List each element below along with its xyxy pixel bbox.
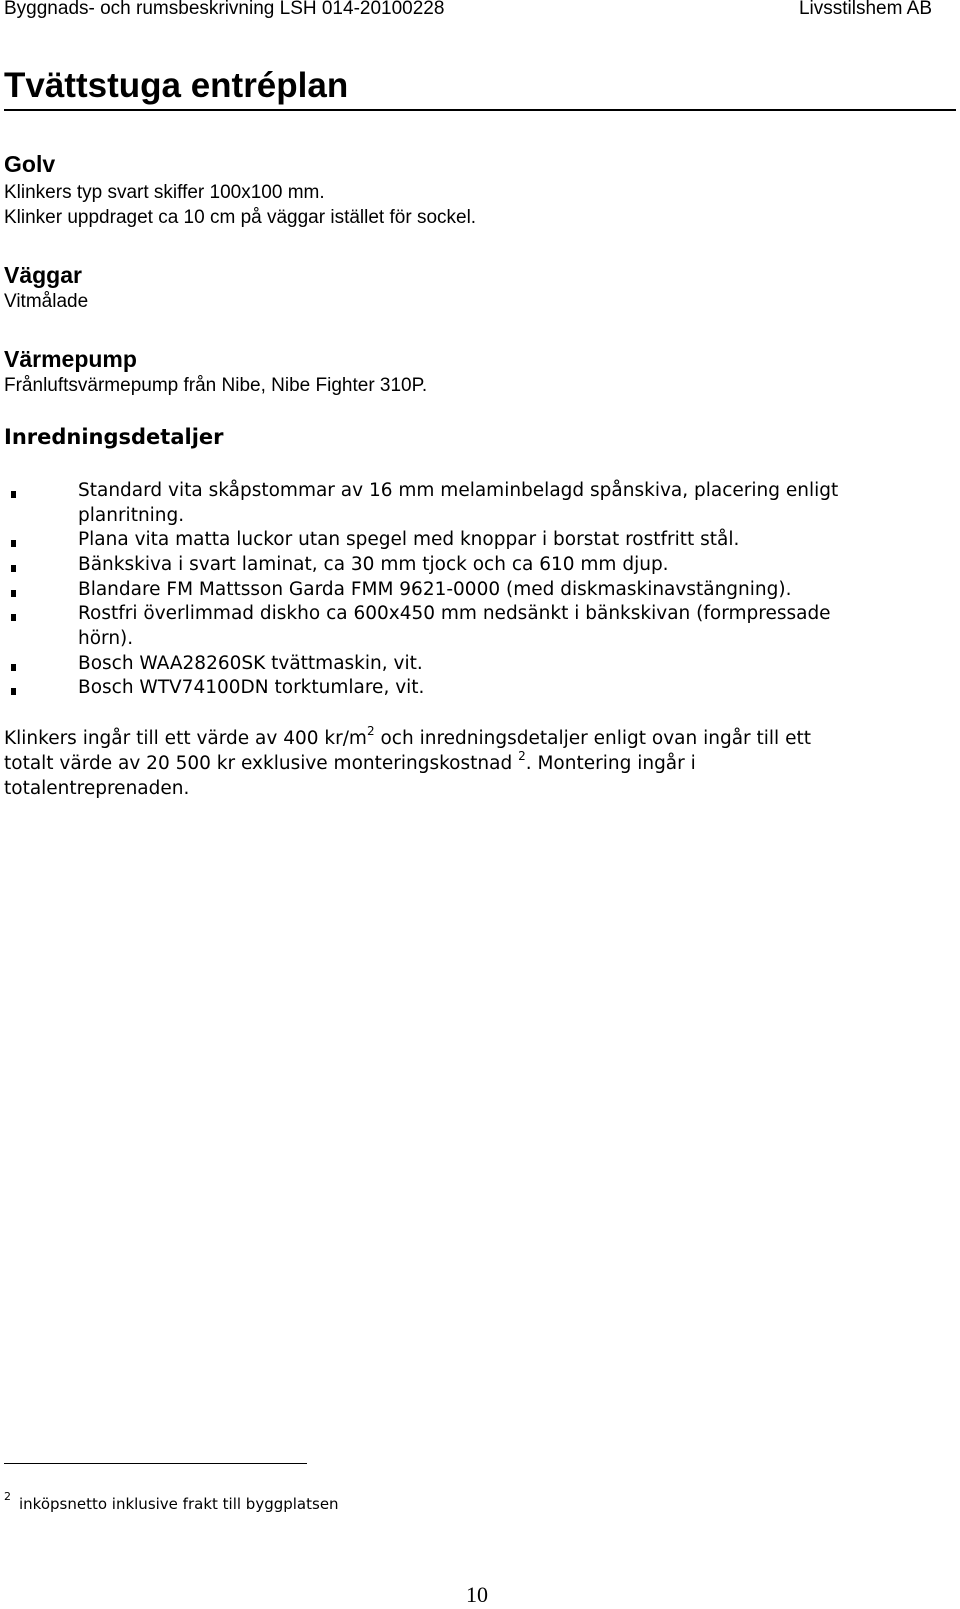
list-item: Bosch WTV74100DN torktumlare, vit. (78, 677, 425, 698)
summary-line-2: totalt värde av 20 500 kr exklusive monteringskostnad $^2$. Montering ingår i (4, 749, 696, 774)
summary-line-3: totalentreprenaden. (4, 778, 190, 799)
golv-line-2: Klinker uppdraget ca 10 cm på väggar istället för sockel. (4, 207, 477, 228)
heading-inredningsdetaljer: Inredningsdetaljer (4, 425, 224, 449)
varmepump-line-1: Frånluftsvärmepump från Nibe, Nibe Fighter 310P. (4, 375, 428, 396)
header-right: Livsstilshem AB (798, 0, 932, 19)
footnote (4, 1490, 339, 1513)
footnote-rule (4, 1463, 307, 1464)
summary-line-1: Klinkers ingår till ett värde av 400 $kr/m^2$ och inredningsdetaljer enligt ovan ingår till ett (4, 724, 811, 749)
list-item: Bosch WAA28260SK tvättmaskin, vit. (78, 653, 423, 674)
title-rule (4, 109, 956, 111)
bullet-icon (11, 688, 16, 695)
bullet-icon (11, 540, 16, 547)
golv-line-1: Klinkers typ svart skiffer 100x100 mm. (4, 182, 325, 203)
page-title: Tvättstuga entréplan (4, 66, 349, 105)
footnote-text: inköpsnetto inklusive frakt till byggplatsen (19, 1495, 339, 1513)
list-item: Blandare FM Mattsson Garda FMM 9621-0000 (med diskmaskinavstängning). (78, 579, 792, 600)
list-item: Rostfri överlimmad diskho ca 600x450 mm nedsänkt i bänkskivan (formpressade (78, 603, 831, 624)
heading-golv: Golv (4, 151, 56, 177)
bullet-icon (11, 614, 16, 621)
list-item-continuation: hörn). (78, 628, 134, 649)
page-number: 10 (466, 1582, 488, 1607)
bullet-icon (11, 491, 16, 498)
list-item-continuation: planritning. (78, 505, 185, 526)
header-left: Byggnads- och rumsbeskrivning LSH 014-20100228 (4, 0, 445, 19)
heading-vaggar: Väggar (4, 262, 82, 288)
list-item: Bänkskiva i svart laminat, ca 30 mm tjock och ca 610 mm djup. (78, 554, 669, 575)
heading-varmepump: Värmepump (4, 346, 137, 372)
footnote-number: 2 (4, 1490, 11, 1503)
bullet-icon (11, 664, 16, 671)
bullet-icon (11, 590, 16, 597)
vaggar-line-1: Vitmålade (4, 291, 89, 312)
list-item: Standard vita skåpstommar av 16 mm melaminbelagd spånskiva, placering enligt (78, 480, 839, 501)
bullet-icon (11, 565, 16, 572)
list-item: Plana vita matta luckor utan spegel med knoppar i borstat rostfritt stål. (78, 529, 740, 550)
